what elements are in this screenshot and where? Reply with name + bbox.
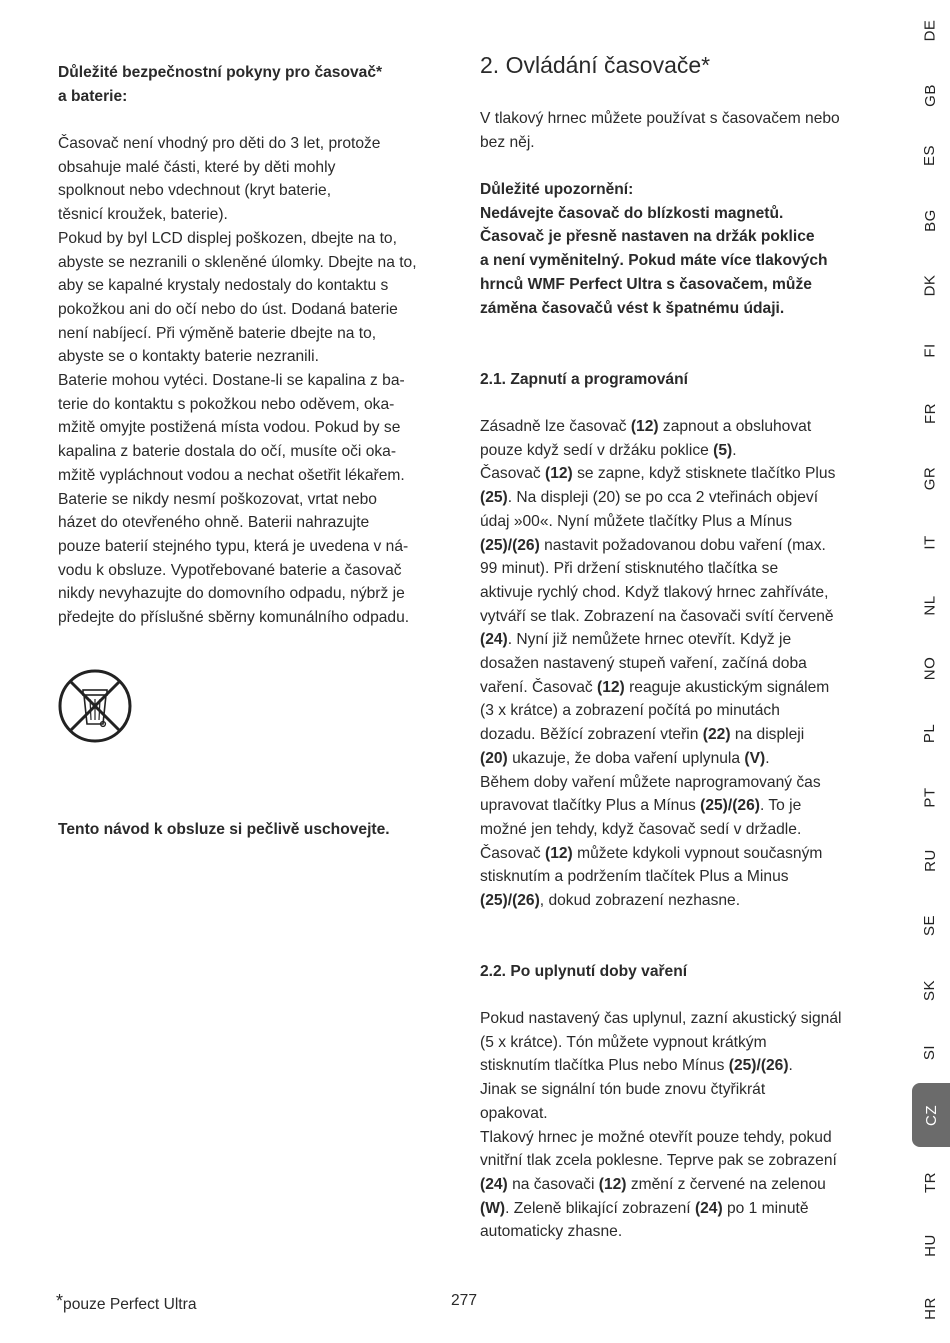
language-tab-nl[interactable] [910,575,950,635]
safety-line: předejte do příslušné sběrny komunálního odpadu. [58,609,410,627]
body-line: stisknutím a podržením tlačítek Plus a Minus [480,868,789,886]
safety-line: abyste se nezranili o skleněné úlomky. Dbejte na to, [58,253,417,271]
body-line: opakovat. [480,1104,548,1122]
language-tab-pt[interactable] [910,767,950,827]
language-tab-label: IT [921,534,939,550]
language-tab-it[interactable] [910,512,950,572]
safety-line: Pokud by byl LCD displej poškozen, dbejte na to, [58,229,397,247]
safety-line: spolknout nebo vdechnout (kryt baterie, [58,182,332,200]
intro-line: bez něj. [480,133,535,151]
safety-line: házet do otevřeného ohně. Baterii nahrazujte [58,514,370,532]
language-tab-pl[interactable] [910,703,950,763]
body-line: (5 x krátce). Tón můžete vypnout krátkým [480,1033,767,1051]
body-line: vaření. Časovač (12) reaguje akustickým signálem [480,678,830,696]
safety-line: Baterie se nikdy nesmí poškozovat, vrtat nebo [58,490,377,508]
body-line: (20) ukazuje, že doba vaření uplynula (V). [480,749,770,767]
keep-manual-note: Tento návod k obsluze si pečlivě uschovejte. [58,821,390,838]
language-tab-hr[interactable] [910,1278,950,1338]
language-tab-label: SK [921,979,939,1001]
safety-paragraph [58,132,458,630]
body-line: Zásadně lze časovač (12) zapnout a obsluhovat [480,418,812,435]
language-tab-label: PT [921,786,939,808]
safety-line: pokožkou ani do očí nebo do úst. Dodaná baterie [58,300,398,318]
body-line: Tlakový hrnec je možné otevřít pouze tehdy, pokud [480,1128,832,1146]
body-line: Jinak se signální tón bude znovu čtyřikrát [480,1081,766,1099]
language-tab-se[interactable] [910,895,950,955]
language-tab-es[interactable] [910,125,950,185]
safety-line: mžitě vypláchnout vodou a nechat ošetřit lékařem. [58,466,405,484]
language-tab-label: FI [921,342,939,358]
subsection-2-1-body [480,415,880,913]
page-number: 277 [451,1292,478,1309]
safety-line: není nabíjecí. Při výměně baterie dbejte na to, [58,324,377,342]
language-tab-dk[interactable] [910,255,950,315]
section-title: 2. Ovládání časovače* [480,52,711,78]
safety-line: pouze baterií stejného typu, která je uvedena v ná- [58,537,409,555]
subsection-2-1-title: 2.1. Zapnutí a programování [480,371,688,388]
body-line: vnitřní tlak zcela poklesne. Teprve pak se zobrazení [480,1152,837,1170]
body-line: Časovač (12) můžete kdykoli vypnout současným [480,844,823,862]
notice-block [480,178,880,320]
language-tab-tr[interactable] [910,1152,950,1212]
footnote [56,1291,197,1314]
notice-line: Časovač je přesně nastaven na držák poklice [480,228,815,246]
language-tab-si[interactable] [910,1022,950,1082]
body-line: (25). Na displeji (20) se po cca 2 vteřinách objeví [480,489,819,507]
notice-line: Nedávejte časovač do blízkosti magnetů. [480,204,784,222]
body-line: automaticky zhasne. [480,1223,623,1241]
notice-line: záměna časovačů vést k špatnému údaji. [480,299,785,317]
safety-line: mžitě omyjte postižená místa vodou. Pokud by se [58,419,401,437]
body-line: (24). Nyní již nemůžete hrnec otevřít. Když je [480,631,792,649]
safety-line: Časovač není vhodný pro děti do 3 let, protože [58,135,381,152]
safety-line: těsnicí kroužek, baterie). [58,206,228,224]
language-tab-label: SE [921,914,939,936]
body-line: stisknutím tlačítka Plus nebo Mínus (25)/(26). [480,1057,793,1075]
language-tab-label: PL [921,723,939,743]
language-tab-label: HR [921,1296,939,1320]
body-line: (W). Zeleně blikající zobrazení (24) po 1 minutě [480,1199,809,1217]
body-line: dosažen nastavený stupeň vaření, začíná doba [480,655,807,673]
language-tab-cz[interactable] [912,1083,950,1147]
body-line: vytváří se tlak. Zobrazení na časovači svítí červeně [480,607,834,625]
body-line: (24) na časovači (12) změní z červené na zelenou [480,1175,826,1193]
body-line: (3 x krátce) a zobrazení počítá po minutách [480,702,780,720]
footnote-asterisk: * [56,1291,64,1311]
safety-line: kapalina z baterie dostala do očí, musíte oči oka- [58,443,397,461]
language-tab-label: NL [921,594,939,616]
language-tab-hu[interactable] [910,1215,950,1275]
body-line: Časovač (12) se zapne, když stisknete tlačítko Plus [480,465,836,483]
language-tab-label: FR [921,402,939,424]
body-line: (25)/(26) nastavit požadovanou dobu vaření (max. [480,536,826,554]
body-line: možné jen tehdy, když časovač sedí v držadle. [480,820,802,838]
language-tab-bg[interactable] [910,190,950,250]
safety-line: terie do kontaktu s pokožkou nebo oděvem, oka- [58,395,395,413]
intro-line: V tlakový hrnec můžete používat s časovačem nebo [480,110,840,127]
safety-line: abyste se o kontakty baterie nezranili. [58,348,319,366]
language-tab-label: RU [921,848,939,872]
body-line: údaj »00«. Nyní můžete tlačítky Plus a Mínus [480,512,793,530]
language-tab-label: NO [921,656,939,680]
intro-paragraph [480,107,880,154]
language-tab-label: CZ [922,1104,940,1126]
safety-line: aby se kapalné krystaly nedostaly do kontaktu s [58,277,389,295]
safety-heading-line-1: Důležité bezpečnostní pokyny pro časovač* [58,64,383,81]
safety-heading-line-2: a baterie: [58,88,128,105]
body-line: Pokud nastavený čas uplynul, zazní akustický signál [480,1010,842,1027]
language-tab-gr[interactable] [910,448,950,508]
language-tab-label: DE [921,19,939,41]
body-line: dozadu. Běžící zobrazení vteřin (22) na displeji [480,726,805,744]
crossed-out-wheelie-bin-icon [57,668,133,744]
language-tab-de[interactable] [910,0,950,60]
body-line: upravovat tlačítky Plus a Mínus (25)/(26). To je [480,797,802,815]
subsection-2-2-body [480,1007,880,1244]
language-tab-label: BG [921,208,939,232]
safety-line: nikdy nevyhazujte do domovního odpadu, nýbrž je [58,585,405,603]
notice-line: hrnců WMF Perfect Ultra s časovačem, může [480,275,812,293]
safety-line: Baterie mohou vytéci. Dostane-li se kapalina z ba- [58,372,405,390]
language-tab-no[interactable] [910,638,950,698]
notice-line: a není vyměnitelný. Pokud máte více tlakových [480,252,828,270]
safety-line: vodu k obsluze. Vypotřebované baterie a časovač [58,561,402,579]
language-tab-label: TR [921,1171,939,1193]
body-line: Během doby vaření můžete naprogramovaný čas [480,773,821,791]
language-tab-ru[interactable] [910,830,950,890]
language-tab-label: GB [921,83,939,107]
language-tab-label: SI [921,1044,939,1060]
footnote-text: pouze Perfect Ultra [63,1296,197,1313]
language-tab-sk[interactable] [910,960,950,1020]
language-tab-label: DK [921,274,939,296]
safety-line: obsahuje malé části, které by děti mohly [58,158,336,176]
body-line: (25)/(26), dokud zobrazení nezhasne. [480,892,741,910]
language-tab-fr[interactable] [910,383,950,443]
language-tab-label: GR [921,466,939,490]
body-line: pouze když sedí v držáku poklice (5). [480,441,737,459]
subsection-2-2-title: 2.2. Po uplynutí doby vaření [480,963,688,980]
language-tab-gb[interactable] [910,65,950,125]
language-tab-label: ES [921,144,939,166]
notice-line: Důležité upozornění: [480,181,634,198]
language-tab-fi[interactable] [910,320,950,380]
language-tab-label: HU [921,1233,939,1257]
body-line: aktivuje rychlý chod. Když tlakový hrnec zahříváte, [480,583,829,601]
body-line: 99 minut). Při držení stisknutého tlačítka se [480,560,779,578]
